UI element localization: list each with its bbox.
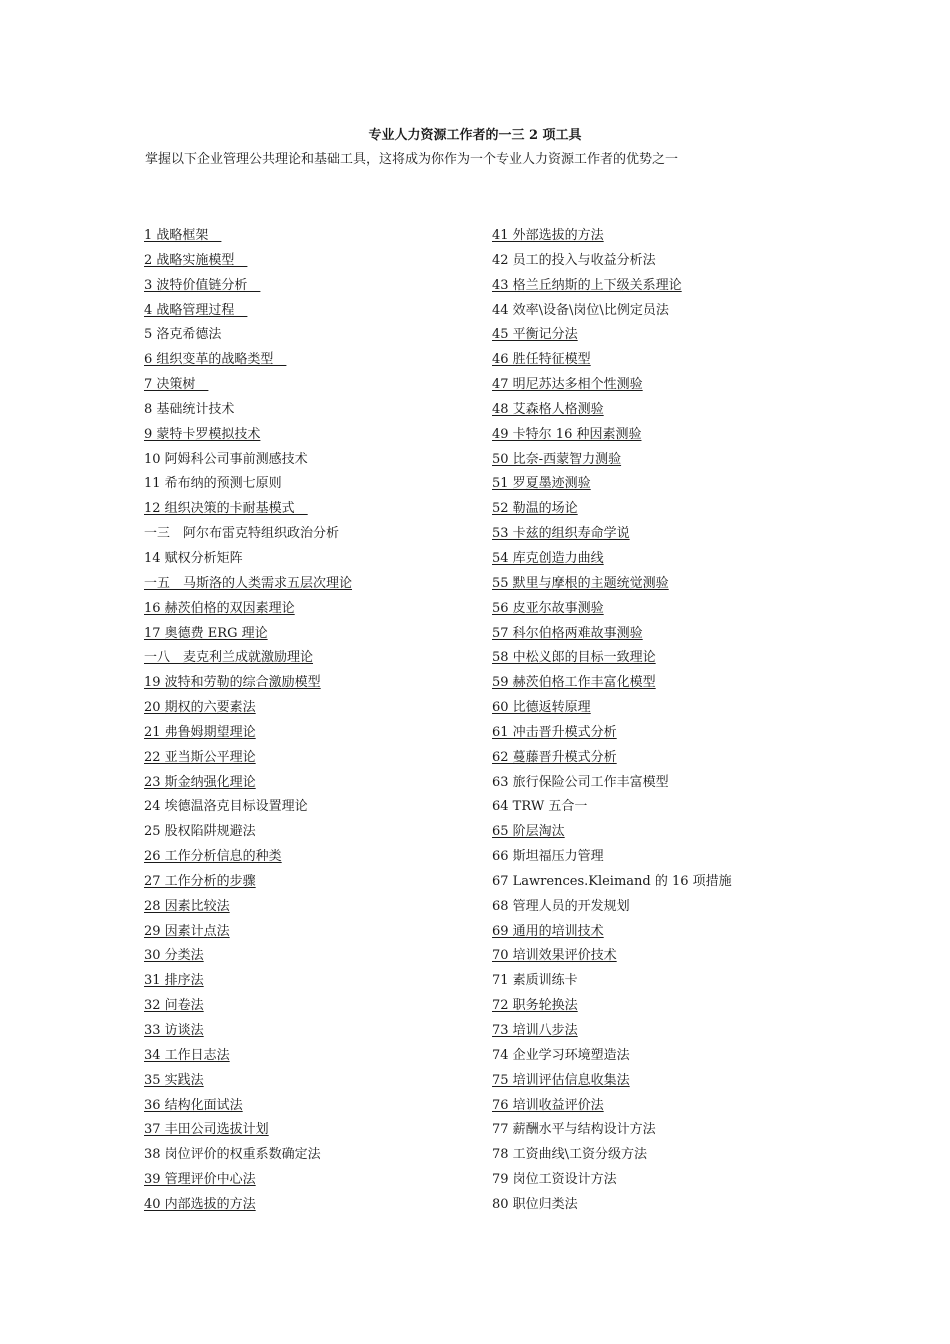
list-item[interactable] (492, 996, 732, 1021)
tool-link[interactable]: 17 奥德费 ERG 理论 (144, 625, 268, 641)
list-item[interactable] (144, 1071, 352, 1096)
tool-link[interactable]: 39 管理评价中心法 (144, 1172, 256, 1188)
tool-label: 71 素质训练卡 (492, 973, 578, 989)
list-item (492, 773, 732, 798)
list-item[interactable] (492, 325, 732, 350)
list-item[interactable] (144, 698, 352, 723)
list-item[interactable] (492, 474, 732, 499)
list-item[interactable] (144, 624, 352, 649)
tool-link[interactable]: 52 勒温的场论 (492, 501, 578, 517)
list-item (144, 549, 352, 574)
list-item[interactable] (492, 648, 732, 673)
tool-label: 80 职位归类法 (492, 1196, 578, 1212)
tool-link[interactable]: 72 职务轮换法 (492, 998, 578, 1014)
list-item[interactable] (144, 971, 352, 996)
list-item[interactable] (492, 922, 732, 947)
tool-link[interactable]: 48 艾森格人格测验 (492, 401, 604, 417)
tool-link[interactable]: 55 默里与摩根的主题统觉测验 (492, 575, 669, 591)
list-item[interactable] (144, 946, 352, 971)
list-item[interactable] (144, 1046, 352, 1071)
tool-label: 44 效率\设备\岗位\比例定员法 (492, 302, 669, 318)
tool-link[interactable]: 26 工作分析信息的种类 (144, 849, 282, 865)
tool-link[interactable]: 9 蒙特卡罗模拟技术 (144, 426, 261, 442)
list-item[interactable] (144, 574, 352, 599)
list-item (492, 251, 732, 276)
tool-link[interactable]: 3 波特价值链分析 (144, 277, 261, 293)
list-item[interactable] (144, 648, 352, 673)
list-item[interactable] (492, 400, 732, 425)
tool-link[interactable]: 50 比奈-西蒙智力测验 (492, 451, 622, 467)
list-item[interactable] (144, 847, 352, 872)
tool-link[interactable]: 57 科尔伯格两难故事测验 (492, 625, 643, 641)
tool-link[interactable]: 75 培训评估信息收集法 (492, 1072, 630, 1088)
list-item[interactable] (492, 499, 732, 524)
tool-label: 一三 阿尔布雷克特组织政治分析 (144, 526, 340, 542)
list-item (492, 301, 732, 326)
list-item[interactable] (144, 301, 352, 326)
tool-link[interactable]: 一八 麦克利兰成就激励理论 (144, 650, 314, 666)
tool-link[interactable]: 31 排序法 (144, 973, 204, 989)
tool-link[interactable]: 41 外部选拔的方法 (492, 228, 604, 243)
tool-link[interactable]: 4 战略管理过程 (144, 302, 248, 318)
tool-label: 8 基础统计技术 (144, 401, 235, 417)
list-item[interactable] (492, 425, 732, 450)
list-item[interactable] (492, 1096, 732, 1121)
tool-link[interactable]: 61 冲击晋升模式分析 (492, 724, 617, 740)
tool-link[interactable]: 45 平衡记分法 (492, 327, 578, 343)
list-item (492, 797, 732, 822)
list-item (492, 1170, 732, 1195)
list-item[interactable] (492, 276, 732, 301)
list-item[interactable] (144, 1096, 352, 1121)
list-item[interactable] (144, 922, 352, 947)
list-item[interactable] (144, 226, 352, 251)
tool-label: 64 TRW 五合一 (492, 799, 588, 815)
tool-label: 14 赋权分析矩阵 (144, 550, 243, 566)
list-item[interactable] (492, 822, 732, 847)
tool-link[interactable]: 28 因素比较法 (144, 898, 230, 914)
list-item (492, 1195, 732, 1220)
tool-list-right (492, 226, 732, 1220)
tool-link[interactable]: 35 实践法 (144, 1072, 204, 1088)
tool-label: 38 岗位评价的权重系数确定法 (144, 1147, 321, 1163)
tool-link[interactable]: 69 通用的培训技术 (492, 923, 604, 939)
tool-label: 74 企业学习环境塑造法 (492, 1047, 630, 1063)
tool-link[interactable]: 59 赫茨伯格工作丰富化模型 (492, 675, 656, 691)
list-item[interactable] (144, 1195, 352, 1220)
list-item[interactable] (492, 946, 732, 971)
tool-list-left (144, 226, 352, 1220)
list-item (492, 872, 732, 897)
tool-label: 11 希布纳的预测七原则 (144, 476, 282, 492)
tool-link[interactable]: 49 卡特尔 16 种因素测验 (492, 426, 642, 442)
list-item[interactable] (144, 375, 352, 400)
tool-label: 79 岗位工资设计方法 (492, 1172, 617, 1188)
list-item[interactable] (144, 425, 352, 450)
list-item[interactable] (492, 698, 732, 723)
list-item[interactable] (144, 251, 352, 276)
tool-link[interactable]: 34 工作日志法 (144, 1047, 230, 1063)
tool-link[interactable]: 22 亚当斯公平理论 (144, 749, 256, 765)
list-item (492, 847, 732, 872)
tool-label: 77 薪酬水平与结构设计方法 (492, 1122, 656, 1138)
tool-label: 24 埃德温洛克目标设置理论 (144, 799, 308, 815)
list-item[interactable] (144, 350, 352, 375)
tool-link[interactable]: 36 结构化面试法 (144, 1097, 243, 1113)
tool-label: 63 旅行保险公司工作丰富模型 (492, 774, 669, 790)
tool-label: 25 股权陷阱规避法 (144, 824, 256, 840)
list-item[interactable] (144, 1170, 352, 1195)
list-item[interactable] (144, 673, 352, 698)
list-item (492, 897, 732, 922)
list-item (492, 1046, 732, 1071)
tool-link[interactable]: 29 因素计点法 (144, 923, 230, 939)
list-item (144, 1145, 352, 1170)
tool-link[interactable]: 12 组织决策的卡耐基模式 (144, 501, 308, 517)
list-item[interactable] (144, 897, 352, 922)
list-item[interactable] (492, 1071, 732, 1096)
tool-link[interactable]: 58 中松义郎的目标一致理论 (492, 650, 656, 666)
tool-link[interactable]: 33 访谈法 (144, 1023, 204, 1038)
list-item[interactable] (492, 748, 732, 773)
tool-link[interactable]: 16 赫茨伯格的双因素理论 (144, 600, 295, 616)
list-item[interactable] (492, 1021, 732, 1046)
tool-link[interactable]: 2 战略实施模型 (144, 252, 248, 268)
list-item[interactable] (492, 450, 732, 475)
tool-link[interactable]: 一五 马斯洛的人类需求五层次理论 (144, 575, 353, 591)
list-item (492, 971, 732, 996)
list-item (144, 474, 352, 499)
tool-label: 5 洛克希德法 (144, 327, 222, 343)
tool-label: 42 员工的投入与收益分析法 (492, 252, 656, 268)
tool-link[interactable]: 62 蔓藤晋升模式分析 (492, 749, 617, 765)
tool-link[interactable]: 1 战略框架 (144, 228, 222, 243)
tool-link[interactable]: 65 阶层淘汰 (492, 824, 565, 840)
tool-link[interactable]: 37 丰田公司选拔计划 (144, 1122, 269, 1138)
list-item[interactable] (492, 375, 732, 400)
tool-link[interactable]: 56 皮亚尔故事测验 (492, 600, 604, 616)
tool-link[interactable]: 73 培训八步法 (492, 1023, 578, 1038)
list-item (144, 450, 352, 475)
tool-link[interactable]: 30 分类法 (144, 948, 204, 964)
list-item[interactable] (144, 723, 352, 748)
list-item (492, 1145, 732, 1170)
list-item[interactable] (492, 549, 732, 574)
list-item[interactable] (144, 599, 352, 624)
tool-link[interactable]: 51 罗夏墨迹测验 (492, 476, 591, 492)
list-item[interactable] (492, 673, 732, 698)
list-item[interactable] (492, 723, 732, 748)
tool-link[interactable]: 32 问卷法 (144, 998, 204, 1014)
tool-link[interactable]: 27 工作分析的步骤 (144, 873, 256, 889)
list-item[interactable] (492, 599, 732, 624)
tool-link[interactable]: 21 弗鲁姆期望理论 (144, 724, 256, 740)
tool-link[interactable]: 54 库克创造力曲线 (492, 550, 604, 566)
list-item[interactable] (492, 574, 732, 599)
list-item[interactable] (144, 748, 352, 773)
tool-link[interactable]: 47 明尼苏达多相个性测验 (492, 377, 643, 393)
tool-label: 68 管理人员的开发规划 (492, 898, 630, 914)
list-item[interactable] (144, 1120, 352, 1145)
list-item[interactable] (144, 1021, 352, 1046)
list-item[interactable] (492, 524, 732, 549)
tool-link[interactable]: 7 决策树 (144, 377, 209, 393)
list-item[interactable] (144, 996, 352, 1021)
list-item[interactable] (492, 624, 732, 649)
tool-link[interactable]: 6 组织变革的战略类型 (144, 352, 287, 368)
tool-link[interactable]: 76 培训收益评价法 (492, 1097, 604, 1113)
tool-link[interactable]: 43 格兰丘纳斯的上下级关系理论 (492, 277, 682, 293)
tool-link[interactable]: 40 内部选拔的方法 (144, 1196, 256, 1212)
tool-link[interactable]: 53 卡兹的组织寿命学说 (492, 526, 630, 542)
list-item[interactable] (492, 226, 732, 251)
list-item (144, 400, 352, 425)
list-item (144, 325, 352, 350)
list-item (492, 1120, 732, 1145)
tool-label: 10 阿姆科公司事前测感技术 (144, 451, 308, 467)
list-item (144, 797, 352, 822)
list-item[interactable] (144, 276, 352, 301)
tool-label: 78 工资曲线\工资分级方法 (492, 1147, 648, 1163)
list-item[interactable] (144, 499, 352, 524)
tool-link[interactable]: 19 波特和劳勒的综合激励模型 (144, 675, 321, 691)
list-item (144, 524, 352, 549)
list-item (144, 822, 352, 847)
document-subtitle: 掌握以下企业管理公共理论和基础工具，这将成为你作为一个专业人力资源工作者的优势之一 (145, 152, 679, 167)
tool-link[interactable]: 70 培训效果评价技术 (492, 948, 617, 964)
list-item[interactable] (492, 350, 732, 375)
tool-label: 67 Lawrences.Kleimand 的 16 项措施 (492, 873, 732, 889)
list-item[interactable] (144, 872, 352, 897)
tool-link[interactable]: 20 期权的六要素法 (144, 700, 256, 716)
document-title: 专业人力资源工作者的一三 2 项工具 (368, 128, 582, 143)
tool-link[interactable]: 23 斯金纳强化理论 (144, 774, 256, 790)
tool-link[interactable]: 46 胜任特征模型 (492, 352, 591, 368)
tool-label: 66 斯坦福压力管理 (492, 849, 604, 865)
tool-link[interactable]: 60 比德返转原理 (492, 700, 591, 716)
list-item[interactable] (144, 773, 352, 798)
